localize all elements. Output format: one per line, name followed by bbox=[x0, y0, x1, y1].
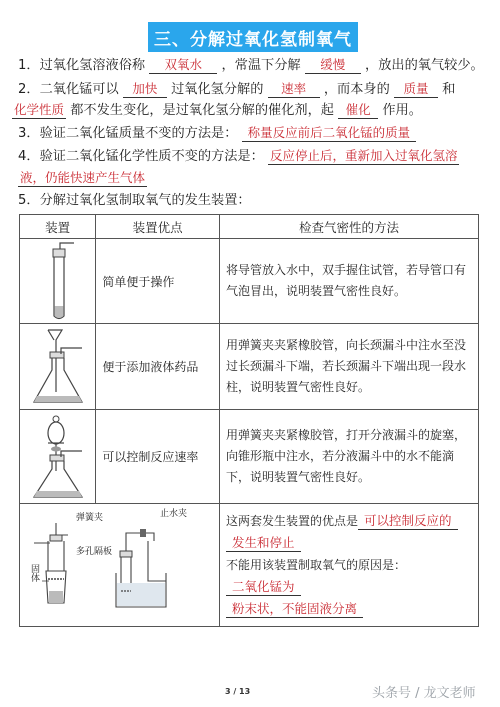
separatory-funnel-apparatus-cell bbox=[20, 410, 96, 504]
apparatus-table bbox=[19, 214, 479, 627]
table-header-row bbox=[20, 215, 479, 239]
item-1-text-a: 1．过氧化氢溶液俗称 bbox=[18, 58, 146, 73]
item-3-answer: 称量反应前后二氧化锰的质量 bbox=[242, 125, 417, 142]
test-tube-apparatus-cell bbox=[20, 239, 96, 324]
item-1-text-b: ，常温下分解 bbox=[221, 58, 301, 73]
item-2-line-1 bbox=[18, 80, 455, 100]
item-2-answer-5: 催化 bbox=[338, 102, 378, 119]
advantage-cell: 简单便于操作 bbox=[96, 239, 220, 324]
controllable-apparatus-cell bbox=[20, 504, 220, 627]
controllable-answer-cell bbox=[220, 504, 479, 627]
item-2-line-2 bbox=[12, 101, 422, 121]
method-cell: 用弹簧夹夹紧橡胶管，向长颈漏斗中注水至没过长颈漏斗下端，若长颈漏斗下端出现一段水柱，说明装置气密性良好。 bbox=[220, 324, 479, 410]
method-cell: 用弹簧夹夹紧橡胶管，打开分液漏斗的旋塞，向锥形瓶中注水，若分液漏斗中的水不能滴下，说明装置气密性良好。 bbox=[220, 410, 479, 504]
item-2-answer-4: 化学性质 bbox=[14, 102, 65, 117]
advantage-cell: 便于添加液体药品 bbox=[96, 324, 220, 410]
item-2-text-f: 作用。 bbox=[382, 103, 422, 118]
long-neck-funnel-drawing bbox=[28, 326, 88, 408]
test-tube-drawing bbox=[38, 240, 78, 322]
watermark: 头条号 / 龙文老师 bbox=[372, 686, 476, 701]
item-2-answer-1: 加快 bbox=[123, 81, 167, 98]
item-3 bbox=[18, 124, 416, 144]
q1-text: 这两套发生装置的优点是 bbox=[226, 514, 359, 528]
table-row bbox=[20, 239, 479, 324]
item-1-answer-1: 双氧水 bbox=[149, 57, 217, 74]
item-4-answer-1: 反应停止后，重新加入过氧化氢溶 bbox=[269, 148, 458, 163]
item-2-text-a: 2．二氧化锰可以 bbox=[18, 82, 119, 97]
item-1-answer-2: 缓慢 bbox=[305, 57, 361, 74]
item-2-text-e: 都不发生变化，是过氧化氢分解的催化剂，起 bbox=[70, 103, 334, 118]
q2-answer-1: 二氧化锰为 bbox=[226, 579, 301, 596]
item-4-line-2 bbox=[18, 169, 147, 189]
controllable-setups-drawing bbox=[20, 521, 219, 609]
item-2-answer-2: 速率 bbox=[268, 81, 320, 98]
item-1 bbox=[18, 56, 484, 76]
item-4-text: 4．验证二氧化锰化学性质不变的方法是： bbox=[18, 149, 264, 164]
header-advantage: 装置优点 bbox=[96, 215, 220, 239]
item-1-text-c: ，放出的氧气较少。 bbox=[365, 58, 484, 73]
item-2-text-b: 过氧化氢分解的 bbox=[171, 82, 264, 97]
label-perforated-plate: 多孔隔板 bbox=[76, 547, 113, 557]
q1-answer-2: 发生和停止 bbox=[226, 535, 301, 552]
header-airtightness-method: 检查气密性的方法 bbox=[220, 215, 479, 239]
label-solid: 固体 bbox=[29, 564, 39, 582]
label-spring-clamp: 弹簧夹 bbox=[76, 513, 104, 523]
method-cell: 将导管放入水中，双手握住试管，若导管口有气泡冒出，说明装置气密性良好。 bbox=[220, 239, 479, 324]
table-row bbox=[20, 410, 479, 504]
item-2-text-c: ，而本身的 bbox=[323, 82, 390, 97]
q2-answer-2: 粉末状，不能固液分离 bbox=[226, 601, 363, 618]
item-4-answer-2: 液，仍能快速产生气体 bbox=[20, 170, 146, 185]
q2-text: 不能用该装置制取氧气的原因是： bbox=[226, 558, 407, 572]
item-2-text-d: 和 bbox=[442, 82, 456, 97]
q1-answer-1: 可以控制反应的 bbox=[358, 513, 458, 530]
label-stop-clamp: 止水夹 bbox=[160, 509, 188, 519]
advantage-cell: 可以控制反应速率 bbox=[96, 410, 220, 504]
page-number: 3 / 13 bbox=[225, 687, 251, 696]
item-3-text: 3．验证二氧化锰质量不变的方法是： bbox=[18, 126, 238, 141]
item-2-answer-3: 质量 bbox=[394, 81, 438, 98]
section-title: 三、分解过氧化氢制氧气 bbox=[148, 22, 358, 52]
separatory-funnel-drawing bbox=[28, 413, 88, 501]
table-row bbox=[20, 324, 479, 410]
table-row bbox=[20, 504, 479, 627]
item-5-text: 5．分解过氧化氢制取氧气的发生装置： bbox=[18, 193, 251, 208]
item-5 bbox=[18, 191, 251, 211]
long-neck-funnel-apparatus-cell bbox=[20, 324, 96, 410]
header-apparatus: 装置 bbox=[20, 215, 96, 239]
item-4-line-1 bbox=[18, 147, 459, 167]
